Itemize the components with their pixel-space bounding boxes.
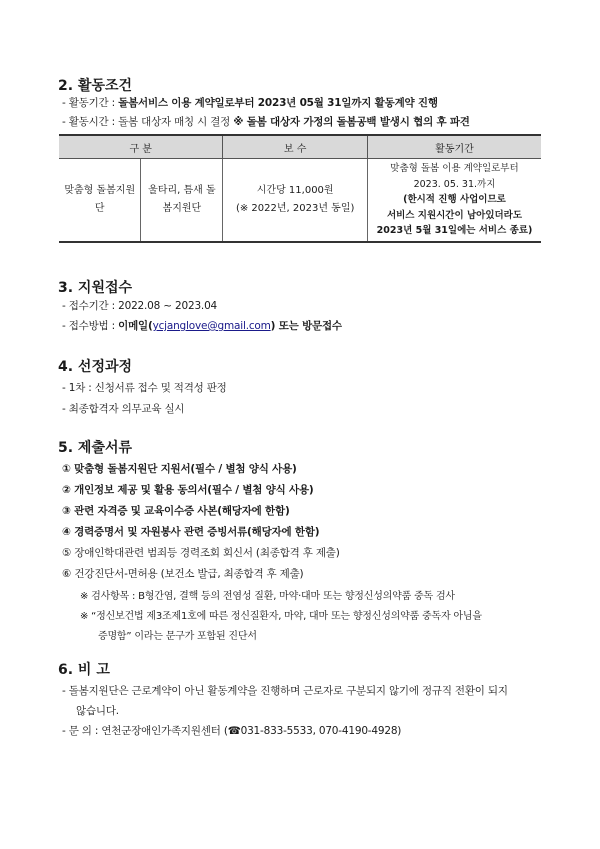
section-2-title: 2. 활동조건 xyxy=(58,78,133,94)
activity-period-value: 돌봄서비스 이용 계약일로부터 2023년 05월 31일까지 활동계약 진행 xyxy=(118,97,438,109)
email-link[interactable]: ycjanglove@gmail.com xyxy=(152,320,271,332)
diagnosis-note-line1: ※ “정신보건법 제3조제1호에 따른 정신질환자, 마약, 대마 또는 향정신성의약품 중독자 아님을 xyxy=(80,611,482,622)
activity-table xyxy=(59,134,541,243)
activity-period-line xyxy=(62,95,438,110)
table-cell-period: 맞춤형 돌봄 이용 계약일로부터 2023. 05. 31.까지 (한시적 진행 사업이므로 서비스 지원시간이 남아있더라도 2023년 5월 31일에는 서비스 종료) xyxy=(367,159,541,242)
activity-period-label: - 활동기간 : xyxy=(62,97,119,109)
table-header-pay: 보 수 xyxy=(223,135,368,159)
apply-method-line: - 접수방법 : 이메일(ycjanglove@gmail.com) 또는 방문접수 xyxy=(62,320,342,332)
section-4-title: 4. 선정과정 xyxy=(58,359,133,375)
table-header-period: 활동기간 xyxy=(367,135,541,159)
diagnosis-note-line2: 증명함” 이라는 문구가 포함된 진단서 xyxy=(98,631,257,642)
contact-line: - 문 의 : 연천군장애인가족지원센터 (☎031-833-5533, 070-4190-4928) xyxy=(62,725,402,737)
doc-item-3: ③ 관련 자격증 및 교육이수증 사본(해당자에 한함) xyxy=(62,505,290,517)
section-5-title: 5. 제출서류 xyxy=(58,440,133,456)
table-row xyxy=(59,159,541,242)
doc-item-4: ④ 경력증명서 및 자원봉사 관련 증빙서류(해당자에 한함) xyxy=(62,526,320,538)
remark-line-1: - 돌봄지원단은 근로계약이 아닌 활동계약을 진행하며 근로자로 구분되지 않기에 정규직 전환이 되지 xyxy=(62,685,508,697)
activity-hours-label: - 활동시간 : 돌봄 대상자 매칭 시 결정 xyxy=(62,116,234,128)
section-3-title: 3. 지원접수 xyxy=(58,280,133,296)
apply-period: - 접수기간 : 2022.08 ~ 2023.04 xyxy=(62,300,218,312)
health-check-note: ※ 검사항목 : B형간염, 결핵 등의 전염성 질환, 마약·대마 또는 향정신성의약품 중독 검사 xyxy=(80,591,455,602)
activity-hours-line xyxy=(62,114,470,129)
doc-item-5: ⑤ 장애인학대관련 범죄등 경력조회 회신서 (최종합격 후 제출) xyxy=(62,547,340,559)
selection-step-2: - 최종합격자 의무교육 실시 xyxy=(62,403,185,415)
doc-item-1: ① 맞춤형 돌봄지원단 지원서(필수 / 별첨 양식 사용) xyxy=(62,463,297,475)
section-6-title: 6. 비 고 xyxy=(58,662,110,678)
table-cell-subtype: 울타리, 틈새 돌봄지원단 xyxy=(141,159,223,242)
table-cell-type: 맞춤형 돌봄지원단 xyxy=(59,159,141,242)
activity-hours-note: ※ 돌봄 대상자 가정의 돌봄공백 발생시 협의 후 파견 xyxy=(233,116,470,128)
selection-step-1: - 1차 : 신청서류 접수 및 적격성 판정 xyxy=(62,382,227,394)
table-header-category: 구 분 xyxy=(59,135,223,159)
table-header-row xyxy=(59,135,541,159)
remark-line-1-cont: 않습니다. xyxy=(76,705,119,717)
apply-method-label: - 접수방법 : xyxy=(62,320,119,332)
doc-item-6: ⑥ 건강진단서-면허용 (보건소 발급, 최종합격 후 제출) xyxy=(62,568,304,580)
table-cell-pay: 시간당 11,000원 (※ 2022년, 2023년 동일) xyxy=(223,159,368,242)
doc-item-2: ② 개인정보 제공 및 활용 동의서(필수 / 별첨 양식 사용) xyxy=(62,484,314,496)
